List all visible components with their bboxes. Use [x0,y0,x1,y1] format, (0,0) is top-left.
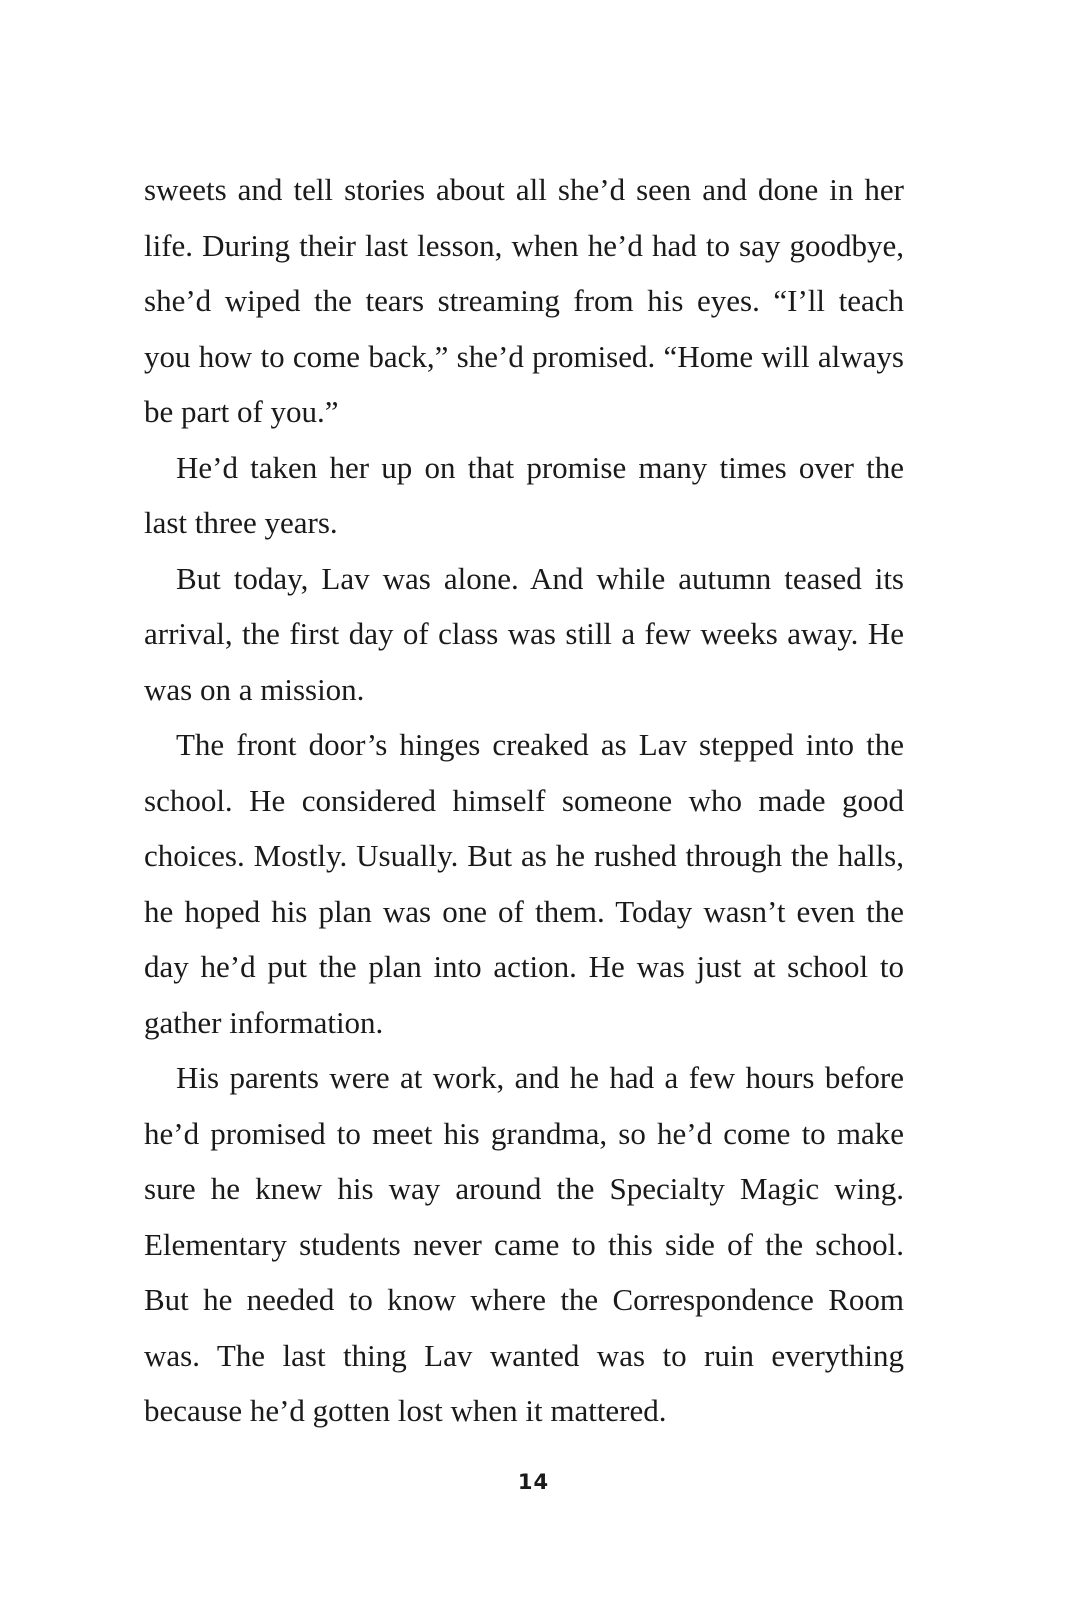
body-text [144,162,904,1439]
paragraph: His parents were at work, and he had a few hours before he’d promised to meet his grandma, so he’d come to make sure he knew his way around the Specialty Magic wing. Elementary students never came to this side of the school. But he needed to know where the Correspondence Room was. The last thing Lav wanted was to ruin everything because he’d gotten lost when it mattered. [144,1060,904,1428]
paragraph-continued: sweets and tell stories about all she’d seen and done in her life. During their last lesson, when he’d had to say goodbye, she’d wiped the tears streaming from his eyes. “I’ll teach you how to come back,” she’d promised. “Home will always be part of you.” [144,172,904,429]
paragraph: He’d taken her up on that promise many times over the last three years. [144,449,904,540]
page-number: 14 [517,1470,550,1494]
paragraph: But today, Lav was alone. And while autumn teased its arrival, the first day of class was still a few weeks away. He was on a mission. [144,560,904,707]
paragraph: The front door’s hinges creaked as Lav stepped into the school. He considered himself someone who made good choices. Mostly. Usually. But as he rushed through the halls, he hoped his plan was one of them. Today wasn’t even the day he’d put the plan into action. He was just at school to gather information. [144,727,904,1040]
